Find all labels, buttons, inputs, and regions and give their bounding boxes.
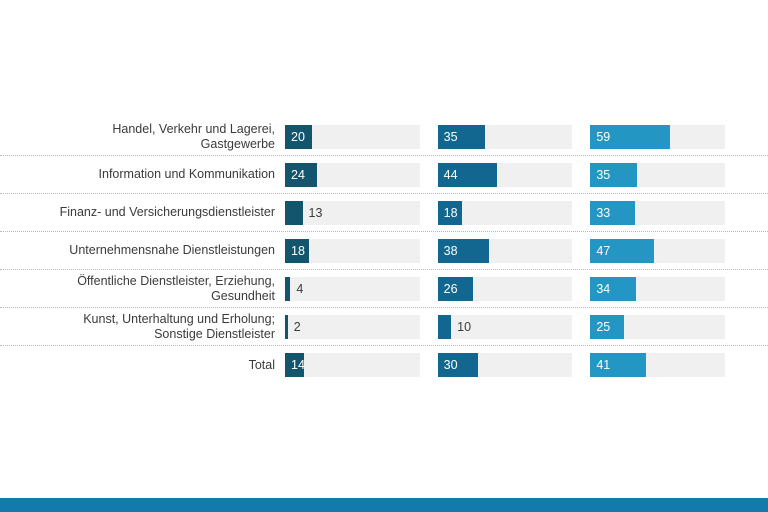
bar-track-1 [285, 201, 420, 225]
bar-value-label: 24 [291, 167, 305, 182]
bar-track-1 [285, 277, 420, 301]
bar-series-1 [285, 163, 317, 187]
table-row [0, 194, 768, 232]
row-label-line1: Information und Kommunikation [98, 167, 275, 181]
bar-value-label: 59 [596, 129, 611, 144]
row-label-line1: Öffentliche Dienstleister, Erziehung, [77, 273, 275, 288]
bar-value-label: 13 [308, 205, 323, 220]
bar-value-label: 41 [596, 358, 611, 372]
bar-track-3 [590, 277, 725, 301]
bar-series-3 [590, 163, 637, 187]
bar-value-label: 47 [596, 243, 611, 258]
bar-series-1 [285, 353, 304, 377]
bar-value-label: 35 [596, 167, 611, 182]
bar-track-3 [590, 353, 725, 377]
bar-track-1 [285, 353, 420, 377]
bar-value-label: 18 [291, 243, 305, 258]
bar-series-3 [590, 315, 624, 339]
table-row [0, 270, 768, 308]
footer-accent-bar [0, 498, 768, 512]
bar-series-3 [590, 125, 669, 149]
bar-track-3 [590, 201, 725, 225]
bar-track-3 [590, 239, 725, 263]
bar-series-2 [438, 277, 473, 301]
bar-track-2 [438, 239, 573, 263]
bar-track-3 [590, 163, 725, 187]
table-row [0, 308, 768, 346]
row-label [0, 167, 285, 182]
bar-value-label: 25 [596, 319, 611, 334]
bar-track-2 [438, 315, 573, 339]
row-tracks [285, 315, 768, 339]
bar-series-2 [438, 163, 497, 187]
bar-value-label: 34 [596, 281, 611, 296]
bar-series-2 [438, 201, 462, 225]
row-tracks [285, 163, 768, 187]
bar-series-1 [285, 125, 312, 149]
bar-track-2 [438, 277, 573, 301]
bar-series-2 [438, 315, 451, 339]
row-label-line2: Sonstige Dienstleister [154, 326, 275, 341]
bar-chart [0, 118, 768, 384]
bar-series-2 [438, 239, 489, 263]
bar-value-label: 33 [596, 205, 611, 220]
bar-track-2 [438, 201, 573, 225]
bar-track-1 [285, 315, 420, 339]
bar-track-1 [285, 163, 420, 187]
bar-value-label: 4 [296, 281, 304, 296]
bar-track-2 [438, 163, 573, 187]
row-tracks [285, 125, 768, 149]
row-label [0, 243, 285, 258]
row-label-line1: Unternehmensnahe Dienstleistungen [69, 243, 275, 257]
row-tracks [285, 201, 768, 225]
row-label [0, 122, 285, 152]
row-tracks [285, 277, 768, 301]
bar-value-label: 18 [443, 205, 458, 220]
bar-value-label: 44 [443, 167, 458, 182]
row-label [0, 205, 285, 220]
bar-track-3 [590, 315, 725, 339]
bar-value-label: 14 [291, 358, 305, 372]
bar-value-label: 10 [457, 319, 472, 334]
bar-track-1 [285, 239, 420, 263]
bar-series-3 [590, 353, 645, 377]
bar-series-1 [285, 201, 303, 225]
bar-value-label: 30 [443, 358, 458, 372]
bar-series-2 [438, 125, 485, 149]
row-tracks [285, 239, 768, 263]
bar-series-3 [590, 239, 653, 263]
bar-series-3 [590, 201, 634, 225]
table-row [0, 156, 768, 194]
table-row [0, 118, 768, 156]
row-label [0, 312, 285, 342]
table-row [0, 232, 768, 270]
row-label-line1: Total [248, 357, 275, 372]
bar-value-label: 2 [293, 319, 301, 334]
bar-track-2 [438, 125, 573, 149]
bar-series-2 [438, 353, 478, 377]
bar-value-label: 35 [443, 129, 458, 144]
table-row-total [0, 346, 768, 384]
row-label [0, 274, 285, 304]
row-label-line2: Gastgewerbe [200, 136, 275, 151]
bar-series-1 [285, 239, 309, 263]
row-label-line2: Gesundheit [211, 288, 275, 303]
row-label-line1: Finanz- und Versicherungsdienstleister [59, 205, 275, 219]
bar-track-2 [438, 353, 573, 377]
row-label-line1: Handel, Verkehr und Lagerei, [112, 121, 275, 136]
row-label [0, 358, 285, 373]
bar-series-3 [590, 277, 636, 301]
row-label-line1: Kunst, Unterhaltung und Erholung; [83, 311, 275, 326]
row-tracks [285, 353, 768, 377]
bar-track-1 [285, 125, 420, 149]
bar-track-3 [590, 125, 725, 149]
bar-value-label: 20 [291, 129, 305, 144]
bar-value-label: 26 [443, 281, 458, 296]
bar-value-label: 38 [443, 243, 458, 258]
